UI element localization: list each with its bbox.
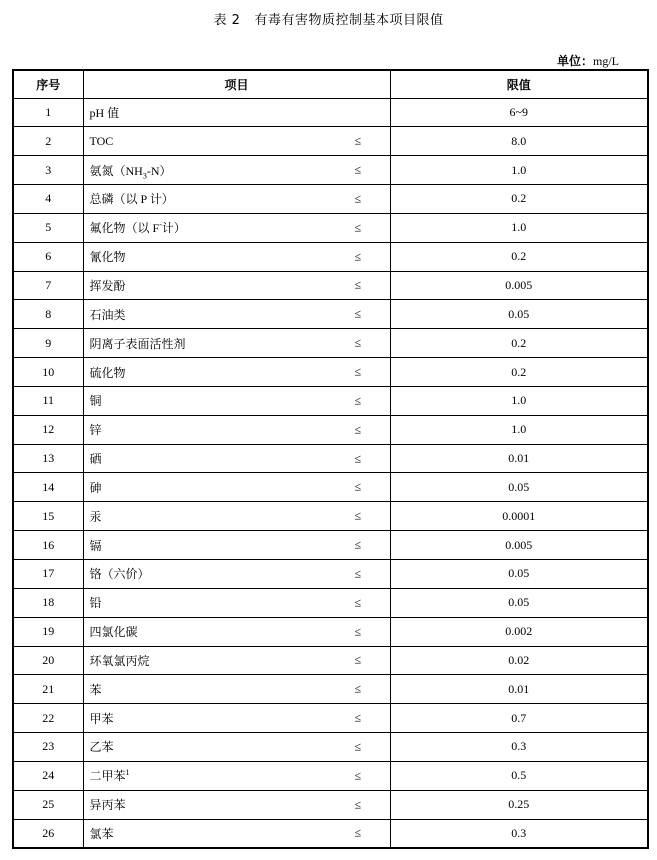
row-item	[83, 531, 390, 560]
comparison-symbol: ≤	[354, 479, 362, 494]
comparison-symbol: ≤	[354, 393, 362, 408]
table-row	[13, 473, 648, 502]
row-number: 19	[13, 617, 83, 646]
row-number: 16	[13, 531, 83, 560]
row-item	[83, 242, 390, 271]
row-number: 15	[13, 502, 83, 531]
row-number: 3	[13, 156, 83, 185]
item-name: 乙苯	[89, 740, 114, 755]
row-limit: 0.005	[390, 271, 648, 300]
row-item	[83, 415, 390, 444]
row-number: 24	[13, 761, 83, 790]
row-number: 17	[13, 560, 83, 589]
unit-value: mg/L	[593, 54, 619, 68]
table-row	[13, 617, 648, 646]
item-name: 铜	[89, 394, 102, 409]
row-item	[83, 617, 390, 646]
item-name: 汞	[89, 509, 102, 524]
row-number: 12	[13, 415, 83, 444]
comparison-symbol: ≤	[354, 220, 362, 235]
table-row	[13, 185, 648, 214]
item-name: 氟化物（以 F	[89, 221, 160, 236]
comparison-symbol: ≤	[354, 797, 362, 812]
row-number: 26	[13, 819, 83, 848]
row-limit: 1.0	[390, 415, 648, 444]
comparison-symbol: ≤	[354, 249, 362, 264]
table-row	[13, 386, 648, 415]
table-header-row	[13, 70, 648, 98]
row-item	[83, 213, 390, 242]
comparison-symbol: ≤	[354, 825, 362, 840]
row-item	[83, 185, 390, 214]
unit-note	[557, 52, 619, 69]
row-number: 18	[13, 588, 83, 617]
table-row	[13, 560, 648, 589]
item-name: 总磷（以 P 计）	[89, 192, 174, 207]
row-number: 10	[13, 358, 83, 387]
item-name-suffix: 计）	[161, 221, 186, 236]
table-row	[13, 300, 648, 329]
row-item	[83, 588, 390, 617]
comparison-symbol: ≤	[354, 364, 362, 379]
row-number: 14	[13, 473, 83, 502]
row-limit: 0.2	[390, 329, 648, 358]
row-item	[83, 127, 390, 156]
item-name: pH 值	[89, 105, 120, 120]
table-row	[13, 156, 648, 185]
row-limit: 0.02	[390, 646, 648, 675]
row-limit: 0.3	[390, 819, 648, 848]
row-number: 11	[13, 386, 83, 415]
table-row	[13, 675, 648, 704]
header-limit: 限值	[390, 70, 648, 98]
item-name: 石油类	[89, 307, 126, 322]
row-limit: 0.2	[390, 242, 648, 271]
row-limit: 0.3	[390, 733, 648, 762]
row-item	[83, 790, 390, 819]
item-name: 砷	[89, 480, 102, 495]
item-name: 挥发酚	[89, 278, 126, 293]
item-name: TOC	[89, 133, 114, 148]
item-name: 硒	[89, 452, 102, 467]
row-item	[83, 704, 390, 733]
row-item	[83, 329, 390, 358]
table-row	[13, 242, 648, 271]
row-number: 2	[13, 127, 83, 156]
row-limit: 6~9	[390, 98, 648, 127]
row-item	[83, 733, 390, 762]
table-row	[13, 127, 648, 156]
row-limit: 0.7	[390, 704, 648, 733]
item-name: 硫化物	[89, 365, 126, 380]
table-row	[13, 98, 648, 127]
comparison-symbol: ≤	[354, 277, 362, 292]
row-number: 5	[13, 213, 83, 242]
row-limit: 0.2	[390, 185, 648, 214]
row-limit: 1.0	[390, 213, 648, 242]
row-number: 9	[13, 329, 83, 358]
row-number: 22	[13, 704, 83, 733]
row-limit: 0.002	[390, 617, 648, 646]
comparison-symbol: ≤	[354, 306, 362, 321]
table-row	[13, 646, 648, 675]
row-number: 21	[13, 675, 83, 704]
table-row	[13, 358, 648, 387]
comparison-symbol: ≤	[354, 710, 362, 725]
item-name: 锌	[89, 423, 102, 438]
row-item	[83, 358, 390, 387]
row-number: 4	[13, 185, 83, 214]
row-limit: 0.0001	[390, 502, 648, 531]
comparison-symbol: ≤	[354, 335, 362, 350]
table-caption: 有毒有害物质控制基本项目限值	[254, 13, 444, 28]
item-superscript: -	[159, 220, 162, 230]
table-row	[13, 588, 648, 617]
item-name: 环氧氯丙烷	[89, 653, 150, 668]
row-number: 25	[13, 790, 83, 819]
row-item	[83, 473, 390, 502]
item-name: 四氯化碳	[89, 625, 138, 640]
row-item	[83, 502, 390, 531]
row-item	[83, 300, 390, 329]
row-number: 23	[13, 733, 83, 762]
row-limit: 0.005	[390, 531, 648, 560]
item-superscript: 1	[125, 768, 130, 778]
table-row	[13, 329, 648, 358]
header-item: 项目	[83, 70, 390, 98]
comparison-symbol: ≤	[354, 537, 362, 552]
table-row	[13, 704, 648, 733]
comparison-symbol: ≤	[354, 133, 362, 148]
row-limit: 8.0	[390, 127, 648, 156]
table-row	[13, 502, 648, 531]
row-item	[83, 386, 390, 415]
item-name: 镉	[89, 538, 102, 553]
row-item	[83, 646, 390, 675]
table-title	[0, 9, 657, 28]
item-subscript: 3	[142, 171, 147, 180]
comparison-symbol: ≤	[354, 191, 362, 206]
row-number: 6	[13, 242, 83, 271]
item-name: 铅	[89, 596, 102, 611]
table-row	[13, 531, 648, 560]
row-limit: 0.05	[390, 560, 648, 589]
header-no: 序号	[13, 70, 83, 98]
table-row	[13, 790, 648, 819]
row-number: 7	[13, 271, 83, 300]
row-limit: 0.05	[390, 473, 648, 502]
comparison-symbol: ≤	[354, 508, 362, 523]
comparison-symbol: ≤	[354, 566, 362, 581]
row-limit: 0.01	[390, 675, 648, 704]
comparison-symbol: ≤	[354, 739, 362, 754]
row-limit: 0.05	[390, 588, 648, 617]
table-row	[13, 415, 648, 444]
item-name: 铬（六价）	[89, 567, 150, 582]
table-row	[13, 213, 648, 242]
table-row	[13, 819, 648, 848]
row-item	[83, 444, 390, 473]
row-number: 20	[13, 646, 83, 675]
limits-table	[12, 69, 649, 849]
row-item	[83, 156, 390, 185]
row-item	[83, 819, 390, 848]
item-name: 氯苯	[89, 826, 114, 841]
row-item	[83, 675, 390, 704]
table-row	[13, 733, 648, 762]
comparison-symbol: ≤	[354, 451, 362, 466]
table-row	[13, 444, 648, 473]
row-limit: 0.2	[390, 358, 648, 387]
item-name: 异丙苯	[89, 798, 126, 813]
comparison-symbol: ≤	[354, 652, 362, 667]
item-name-suffix: -N）	[146, 163, 172, 178]
row-limit: 0.05	[390, 300, 648, 329]
comparison-symbol: ≤	[354, 624, 362, 639]
row-limit: 0.5	[390, 761, 648, 790]
unit-label: 单位：	[556, 54, 593, 68]
row-limit: 1.0	[390, 386, 648, 415]
row-item	[83, 761, 390, 790]
row-limit: 1.0	[390, 156, 648, 185]
row-item	[83, 271, 390, 300]
comparison-symbol: ≤	[354, 422, 362, 437]
item-name: 二甲苯	[89, 769, 126, 784]
row-number: 13	[13, 444, 83, 473]
row-item	[83, 98, 390, 127]
comparison-symbol: ≤	[354, 768, 362, 783]
table-number: 表 2	[213, 13, 241, 28]
item-name: 阴离子表面活性剂	[89, 336, 186, 351]
item-name: 氨氮（NH	[89, 163, 143, 178]
comparison-symbol: ≤	[354, 162, 362, 177]
item-name: 苯	[89, 682, 102, 697]
row-limit: 0.01	[390, 444, 648, 473]
table-row	[13, 761, 648, 790]
comparison-symbol: ≤	[354, 595, 362, 610]
row-item	[83, 560, 390, 589]
row-limit: 0.25	[390, 790, 648, 819]
comparison-symbol: ≤	[354, 681, 362, 696]
row-number: 8	[13, 300, 83, 329]
row-number: 1	[13, 98, 83, 127]
table-row	[13, 271, 648, 300]
item-name: 氰化物	[89, 250, 126, 265]
item-name: 甲苯	[89, 711, 114, 726]
